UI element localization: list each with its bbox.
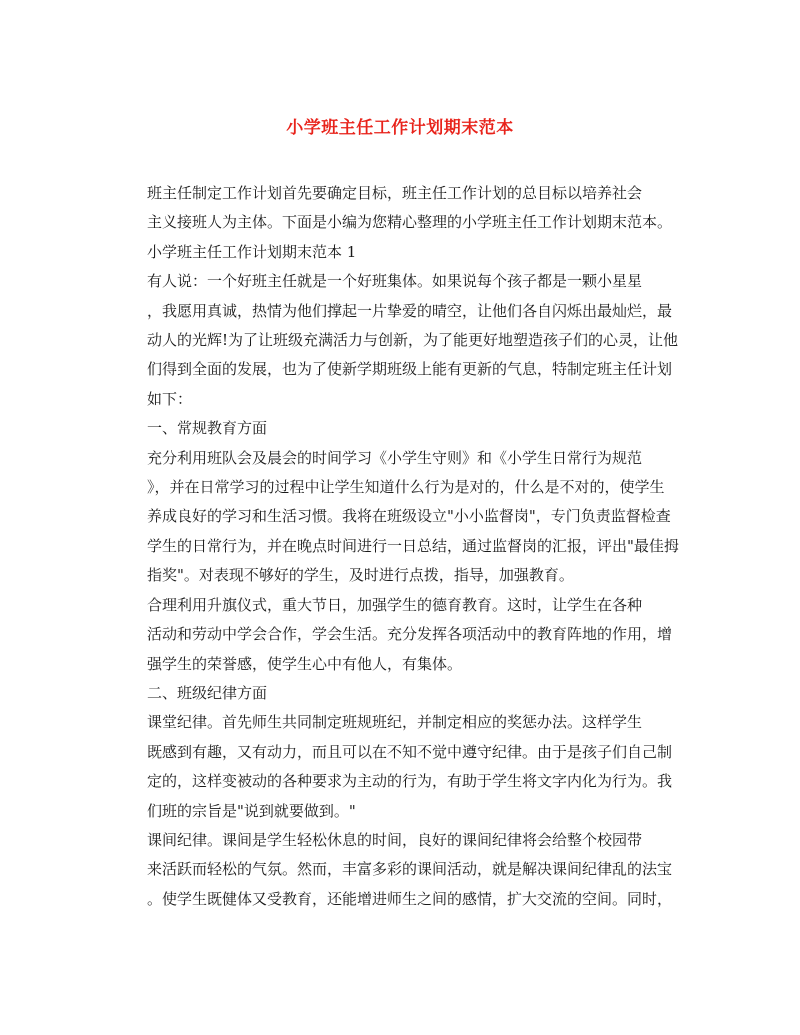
text-line: 们得到全面的发展，也为了使新学期班级上能有更新的气息，特制定班主任计划 [147,360,673,379]
text-line: 们班的宗旨是"说到就要做到。" [147,801,356,820]
text-line: 指奖"。对表现不够好的学生，及时进行点拨，指导，加强教育。 [147,566,574,585]
text-line: 。使学生既健体又受教育，还能增进师生之间的感情，扩大交流的空间。同时， [147,889,673,908]
paragraph-2 [117,444,679,591]
text-line: 活动和劳动中学会合作，学会生活。充分发挥各项活动中的教育阵地的作用，增 [147,625,673,644]
intro-paragraph [117,179,675,238]
sample-heading: 小学班主任工作计划期末范本 1 [147,242,357,261]
document-title: 小学班主任工作计划期末范本 [286,118,514,138]
text-line: 主义接班人为主体。下面是小编为您精心整理的小学班主任工作计划期末范本。 [147,213,673,232]
paragraph-3 [117,591,675,679]
text-line: 》，并在日常学习的过程中让学生知道什么行为是对的，什么是不对的，使学生 [147,478,665,497]
text-line: 养成良好的学习和生活习惯。我将在班级设立"小小监督岗"，专门负责监督检查 [147,507,671,526]
text-line: 定的，这样变被动的各种要求为主动的行为，有助于学生将文字内化为行为。我 [147,772,673,791]
text-line: 班主任制定工作计划首先要确定目标，班主任工作计划的总目标以培养社会 [147,184,643,202]
text-line: 充分利用班队会及晨会的时间学习《小学生守则》和《小学生日常行为规范 [147,448,643,467]
section-heading-2: 二、班级纪律方面 [147,683,268,702]
paragraph-5 [117,826,675,914]
text-line: 如下： [147,389,193,408]
text-line: 学生的日常行为，并在晚点时间进行一日总结，通过监督岗的汇报，评出"最佳拇 [147,536,679,555]
paragraph-1 [117,267,679,414]
text-line: 来活跃而轻松的气氛。然而，丰富多彩的课间活动，就是解决课间纪律乱的法宝 [147,860,673,879]
paragraph-4 [117,708,675,826]
text-line: 强学生的荣誉感，使学生心中有他人，有集体。 [147,654,463,673]
text-line: 合理利用升旗仪式，重大节日，加强学生的德育教育。这时，让学生在各种 [147,595,643,614]
text-line: 有人说：一个好班主任就是一个好班集体。如果说每个孩子都是一颗小星星 [147,272,643,291]
text-line: 既感到有趣，又有动力，而且可以在不知不觉中遵守纪律。由于是孩子们自己制 [147,742,673,761]
section-heading-1: 一、常规教育方面 [147,419,268,438]
text-line: ，我愿用真诚，热情为他们撑起一片挚爱的晴空，让他们各自闪烁出最灿烂，最 [147,301,673,320]
text-line: 动人的光辉!为了让班级充满活力与创新，为了能更好地塑造孩子们的心灵，让他 [147,331,679,350]
text-line: 课间纪律。课间是学生轻松休息的时间，良好的课间纪律将会给整个校园带 [147,830,643,849]
text-line: 课堂纪律。首先师生共同制定班规班纪，并制定相应的奖惩办法。这样学生 [147,713,643,732]
document-body [117,179,679,914]
